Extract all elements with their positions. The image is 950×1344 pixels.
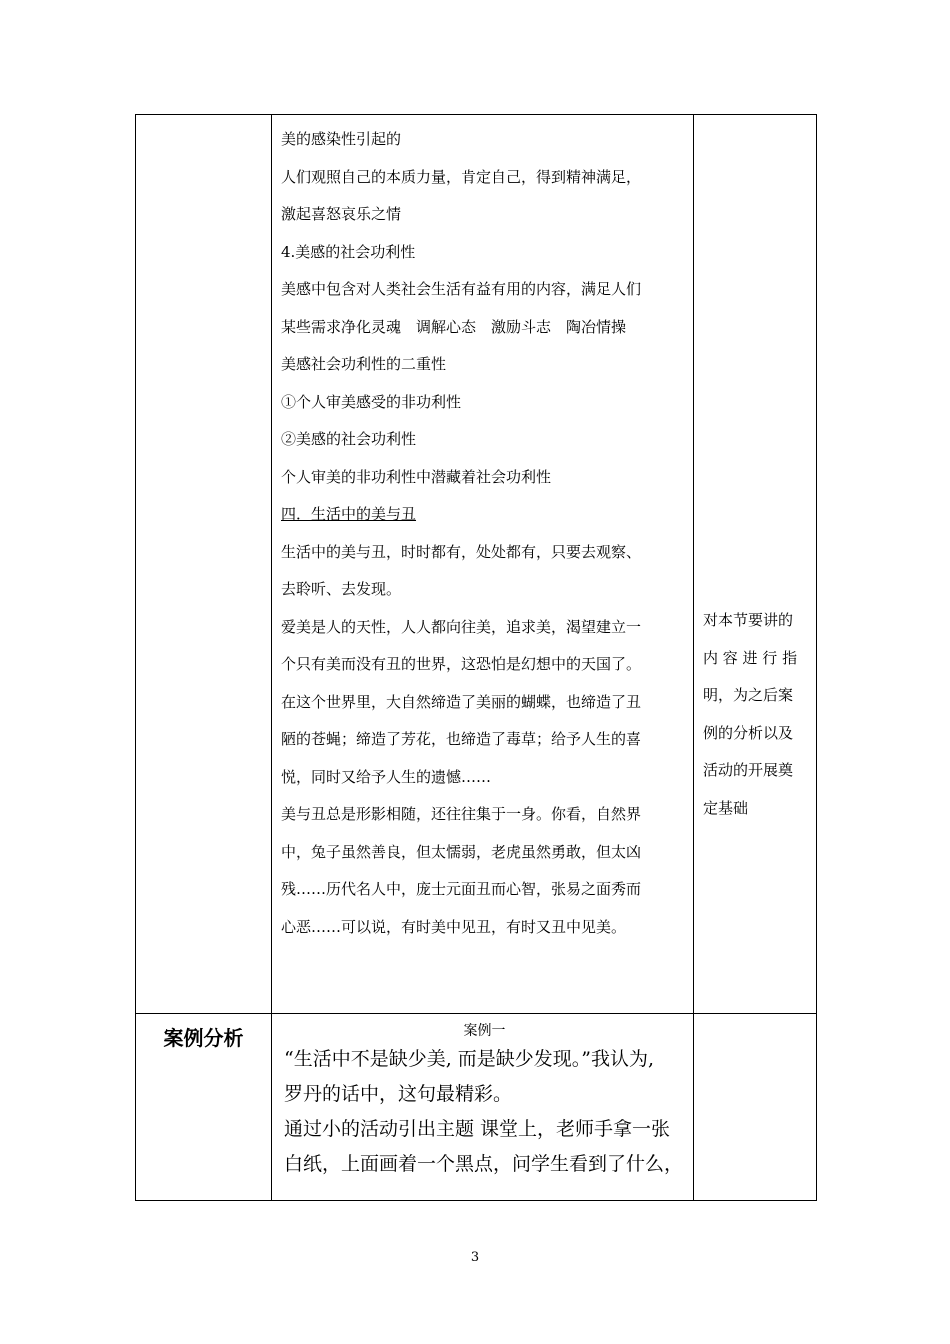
content-line: 激起喜怒哀乐之情: [281, 205, 402, 223]
page-number: 3: [470, 1250, 480, 1265]
content-line: 美感中包含对人类社会生活有益有用的内容，满足人们: [281, 280, 642, 298]
teaching-note: [703, 602, 810, 827]
left-cell: [136, 115, 272, 1014]
content-line: 美的感染性引起的: [281, 130, 402, 148]
section-heading: 四．生活中的美与丑: [281, 505, 417, 523]
notes-cell: [694, 115, 817, 1014]
content-line: 去聆听、去发现。: [281, 580, 402, 598]
table-row: [136, 115, 817, 1014]
case-line: 白纸，上面画着一个黑点，问学生看到了什么，: [284, 1153, 684, 1175]
case-line: 罗丹的话中，这句最精彩。: [284, 1083, 513, 1105]
content-line: 悦，同时又给予人生的遗憾……: [281, 767, 492, 786]
note-line: 明，为之后案: [703, 686, 794, 704]
content-line: 心恶……可以说，有时美中见丑，有时又丑中见美。: [281, 917, 627, 936]
case-analysis-label: 案例分析: [163, 1026, 244, 1050]
case-cell: [272, 1014, 694, 1201]
content-line: 在这个世界里，大自然缔造了美丽的蝴蝶，也缔造了丑: [281, 692, 642, 711]
lesson-plan-table: [135, 114, 817, 1201]
content-line: 个人审美的非功利性中潜藏着社会功利性: [281, 467, 552, 486]
case-line: 通过小的活动引出主题 课堂上，老师手拿一张: [284, 1118, 671, 1140]
content-line: 爱美是人的天性，人人都向往美，追求美，渴望建立一: [281, 617, 642, 636]
content-line: 4.美感的社会功利性: [281, 242, 416, 261]
content-line: 人们观照自己的本质力量，肯定自己，得到精神满足，: [281, 167, 642, 186]
content-line: 美感社会功利性的二重性: [281, 355, 447, 373]
label-cell: [136, 1014, 272, 1201]
content-line: 中，兔子虽然善良，但太懦弱，老虎虽然勇敢，但太凶: [281, 842, 642, 861]
content-line: 陋的苍蝇；缔造了芳花，也缔造了毒草；给予人生的喜: [281, 730, 642, 748]
note-line: 例的分析以及: [703, 723, 794, 742]
note-line: 定基础: [703, 798, 749, 817]
case-title: 案例一: [463, 1023, 506, 1039]
note-line: 对本节要讲的: [703, 611, 794, 629]
content-line: 个只有美而没有丑的世界，这恐怕是幻想中的天国了。: [281, 655, 642, 673]
content-text: [272, 115, 693, 946]
notes-cell-empty: [694, 1014, 817, 1201]
content-line: 残……历代名人中，庞士元面丑而心智，张易之面秀而: [281, 880, 642, 898]
content-line: 生活中的美与丑，时时都有，处处都有，只要去观察、: [281, 542, 642, 561]
table-row: [136, 1014, 817, 1201]
case-line: “生活中不是缺少美, 而是缺少发现。”我认为,: [284, 1048, 655, 1070]
note-line: 活动的开展奠: [703, 761, 794, 779]
content-line: ①个人审美感受的非功利性: [281, 392, 462, 411]
content-cell: [272, 115, 694, 1014]
content-line: 美与丑总是形影相随，还往往集于一身。你看，自然界: [281, 805, 642, 823]
content-line: 某些需求净化灵魂 调解心态 激励斗志 陶冶情操: [281, 317, 627, 336]
note-line: 内 容 进 行 指: [703, 648, 798, 667]
content-line: ②美感的社会功利性: [281, 430, 417, 448]
